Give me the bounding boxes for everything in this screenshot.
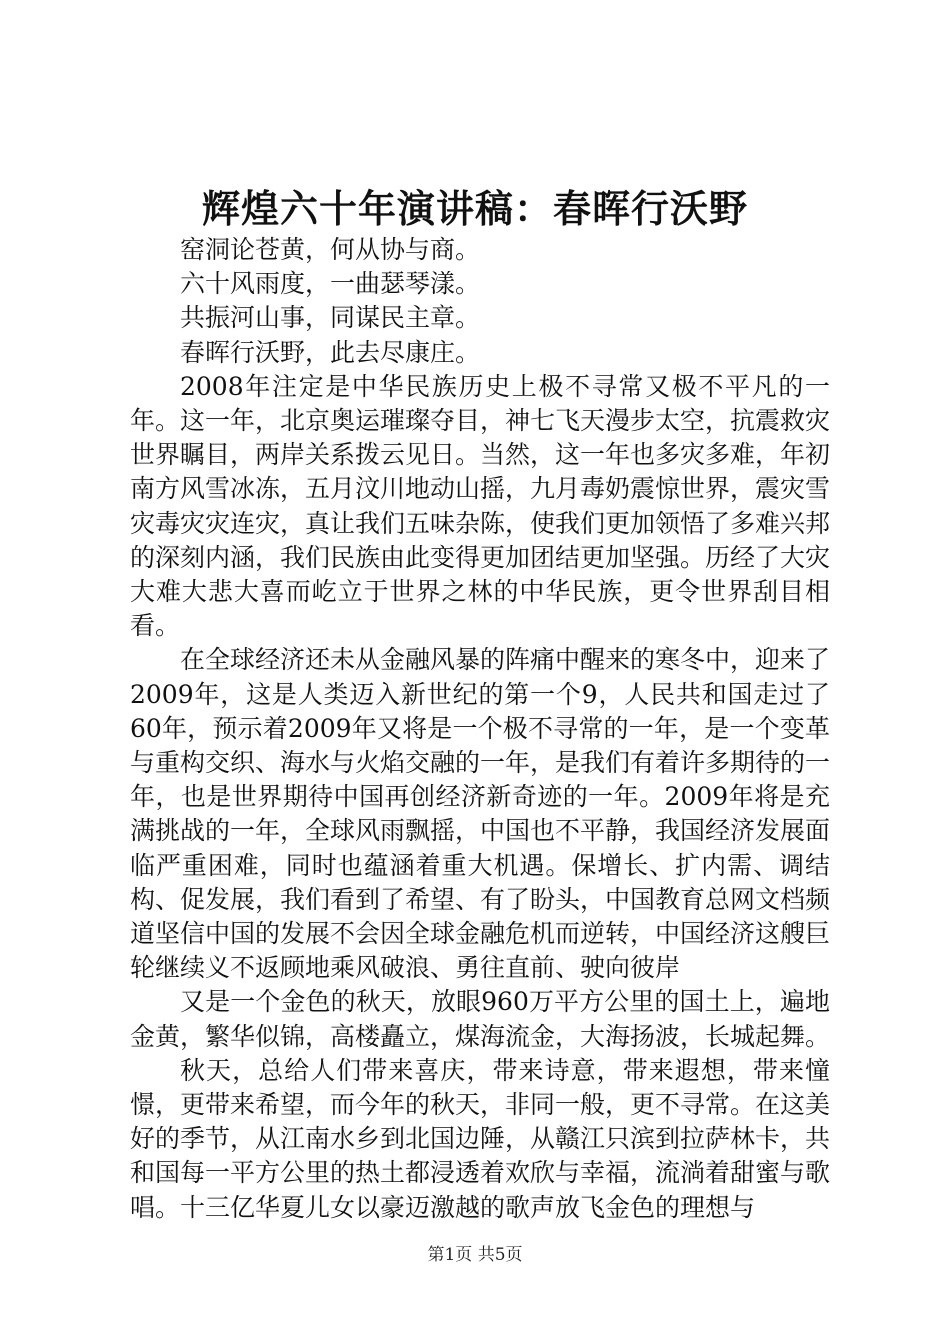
poem-line: 六十风雨度，一曲瑟琴漾。	[180, 269, 481, 299]
document-title: 辉煌六十年演讲稿：春晖行沃野	[201, 186, 748, 231]
body-paragraph: 在全球经济还未从金融风暴的阵痛中醒来的寒冬中，迎来了2009年，这是人类迈入新世纪的第一个9，人民共和国走过了60年，预示着2009年又将是一个极不寻常的一年，是一个变革与重构交织、海水与火焰交融的一年，是我们有着许多期待的一年，也是世界期待中国再创经济新奇迹的一年。2009年将是充满挑战的一年，全球风雨飘摇，中国也不平静，我国经济发展面临严重困难，同时也蕴涵着重大机遇。保增长、扩内需、调结构、促发展，我们看到了希望、有了盼头，中国教育总网文档频道坚信中国的发展不会因全球金融危机而逆转，中国经济这艘巨轮继续义不返顾地乘风破浪、勇往直前、驶向彼岸	[130, 645, 831, 983]
body-paragraph: 又是一个金色的秋天，放眼960万平方公里的国土上，遍地金黄，繁华似锦，高楼矗立，煤海流金，大海扬波，长城起舞。	[130, 987, 831, 1051]
page-number-footer: 第1页 共5页	[427, 1245, 523, 1265]
poem-line: 共振河山事，同谋民主章。	[180, 303, 481, 333]
poem-line: 窑洞论苍黄，何从协与商。	[180, 235, 481, 264]
document-body	[130, 233, 830, 1225]
body-paragraph: 秋天，总给人们带来喜庆，带来诗意，带来遐想，带来憧憬，更带来希望，而今年的秋天，非同一般，更不寻常。在这美好的季节，从江南水乡到北国边陲，从赣江只滨到拉萨林卡，共和国每一平方公里的热土都浸透着欢欣与幸福，流淌着甜蜜与歌唱。十三亿华夏儿女以豪迈激越的歌声放飞金色的理想与	[130, 1055, 831, 1222]
poem-line: 春晖行沃野，此去尽康庄。	[180, 337, 481, 367]
body-paragraph: 2008年注定是中华民族历史上极不寻常又极不平凡的一年。这一年，北京奥运璀璨夺目，神七飞天漫步太空，抗震救灾世界瞩目，两岸关系拨云见日。当然，这一年也多灾多难，年初南方风雪冰冻，五月汶川地动山摇，九月毒奶震惊世界，震灾雪灾毒灾灾连灾，真让我们五味杂陈，使我们更加领悟了多难兴邦的深刻内涵，我们民族由此变得更加团结更加坚强。历经了大灾大难大悲大喜而屹立于世界之林的中华民族，更令世界刮目相看。	[130, 371, 831, 641]
